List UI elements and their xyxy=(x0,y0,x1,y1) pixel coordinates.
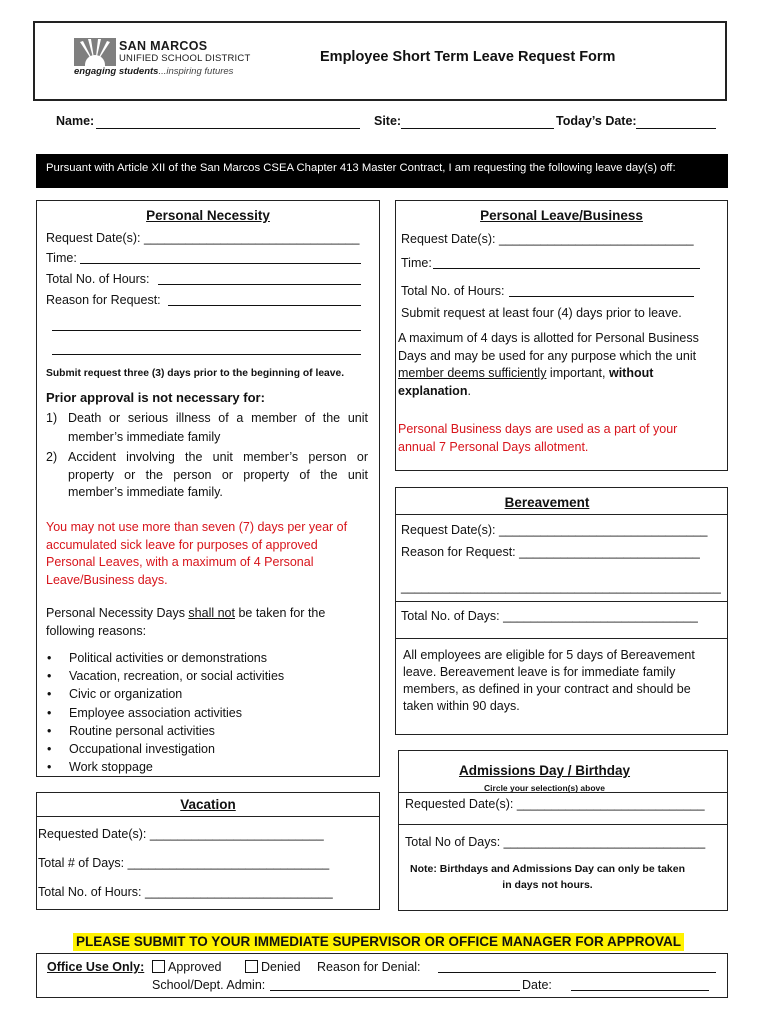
pn-item2-text: Accident involving the unit member’s person or property or the person or property of the unit member’s immediate family. xyxy=(68,450,368,499)
pl-total-hours-label: Total No. of Hours: xyxy=(401,284,505,298)
pn-reason-field[interactable] xyxy=(168,305,361,306)
vacation-title-rule xyxy=(36,816,380,817)
admissions-subtitle: Circle your selection(s) above xyxy=(484,783,605,793)
pl-para-pre: A maximum of 4 days is allotted for Personal Business Days and may be used for any purpose which the unit xyxy=(398,331,699,363)
pn-shall-not-text xyxy=(46,605,366,640)
pn-time-label: Time: xyxy=(46,251,77,265)
pl-para-end: . xyxy=(467,383,471,398)
submit-banner-text: PLEASE SUBMIT TO YOUR IMMEDIATE SUPERVISOR OR OFFICE MANAGER FOR APPROVAL xyxy=(75,934,682,949)
pn-shall-not-pre: Personal Necessity Days xyxy=(46,606,189,620)
pn-shall-not-emph: shall not xyxy=(188,606,235,620)
list-item: • Work stoppage xyxy=(38,758,368,776)
pn-total-hours-label: Total No. of Hours: xyxy=(46,272,150,286)
vacation-requested-dates[interactable]: Requested Date(s): _________________________ xyxy=(38,827,324,841)
pn-reason-line-3[interactable] xyxy=(52,354,361,355)
todays-date-field[interactable] xyxy=(636,128,716,129)
pn-total-hours-field[interactable] xyxy=(158,284,361,285)
pl-red-note: Personal Business days are used as a part of your annual 7 Personal Days allotment. xyxy=(398,422,678,454)
pl-para-underlined: member deems sufficiently xyxy=(398,366,547,380)
logo-tagline-b: ...inspiring futures xyxy=(158,66,234,77)
pn-reason-line-2[interactable] xyxy=(52,330,361,331)
site-field[interactable] xyxy=(401,128,554,129)
personal-necessity-title: Personal Necessity xyxy=(146,208,270,223)
pn-red-note: You may not use more than seven (7) days per year of accumulated sick leave for purposes of approved Personal Leaves, with a maximum of 4 Personal Leave/Business days. xyxy=(46,520,348,587)
pl-total-hours-field[interactable] xyxy=(509,296,694,297)
pn-reasons-list xyxy=(38,649,368,776)
list-item: • Political activities or demonstrations xyxy=(38,649,368,667)
contract-banner-text: Pursuant with Article XII of the San Marcos CSEA Chapter 413 Master Contract, I am requesting the following leave day(s) off: xyxy=(46,162,676,174)
office-date-field[interactable] xyxy=(571,990,709,991)
pn-item1-num: 1) xyxy=(46,411,58,425)
pl-para-post: important, xyxy=(546,366,609,380)
name-label: Name: xyxy=(56,114,95,128)
district-logo-mark xyxy=(74,38,116,66)
list-item: • Civic or organization xyxy=(38,685,368,703)
bereavement-divider-2 xyxy=(395,638,728,639)
admissions-total-days[interactable]: Total No of Days: _____________________________ xyxy=(405,835,706,849)
list-item: • Routine personal activities xyxy=(38,722,368,740)
bereavement-total-days[interactable]: Total No. of Days: ____________________________ xyxy=(401,609,698,623)
pl-para-bold: without explanation xyxy=(398,366,654,398)
bereavement-request-dates[interactable]: Request Date(s): ______________________________ xyxy=(401,523,708,537)
pn-submit-note: Submit request three (3) days prior to the beginning of leave. xyxy=(46,368,345,379)
pn-shall-not-post: be taken for the following reasons: xyxy=(46,606,326,638)
todays-date-label: Today’s Date: xyxy=(556,114,637,128)
list-item: • Vacation, recreation, or social activities xyxy=(38,667,368,685)
reason-denial-field[interactable] xyxy=(438,972,716,973)
admin-signature-field[interactable] xyxy=(270,990,520,991)
logo-tagline-a: engaging students xyxy=(74,66,159,77)
denied-checkbox[interactable] xyxy=(245,960,258,973)
denied-label: Denied xyxy=(261,960,301,974)
approved-checkbox[interactable] xyxy=(152,960,165,973)
pn-item1-text: Death or serious illness of a member of the unit member’s immediate family xyxy=(68,411,368,444)
office-date-label: Date: xyxy=(522,978,552,992)
personal-leave-title: Personal Leave/Business xyxy=(480,208,643,223)
approved-option[interactable] xyxy=(152,960,222,974)
logo-line2: UNIFIED SCHOOL DISTRICT xyxy=(119,53,251,64)
list-item: • Occupational investigation xyxy=(38,740,368,758)
submit-banner xyxy=(73,933,684,951)
vacation-title: Vacation xyxy=(180,797,236,812)
name-field[interactable] xyxy=(96,128,360,129)
district-logo xyxy=(72,38,272,82)
bereavement-title-rule xyxy=(395,514,728,515)
logo-tagline xyxy=(74,66,233,77)
contract-banner xyxy=(36,154,728,188)
admissions-note: Note: Birthdays and Admissions Day can only be taken in days not hours. xyxy=(410,863,686,891)
bereavement-reason[interactable]: Reason for Request: __________________________ xyxy=(401,545,700,559)
denied-option[interactable] xyxy=(245,960,301,974)
approved-label: Approved xyxy=(168,960,222,974)
admissions-title: Admissions Day / Birthday xyxy=(458,763,631,778)
vacation-total-days[interactable]: Total # of Days: _____________________________ xyxy=(38,856,330,870)
admissions-divider-1 xyxy=(398,792,728,793)
form-title: Employee Short Term Leave Request Form xyxy=(320,49,616,65)
admissions-requested-dates[interactable]: Requested Date(s): ___________________________ xyxy=(405,797,705,811)
pn-time-field[interactable] xyxy=(80,263,361,264)
admissions-divider-2 xyxy=(398,824,728,825)
reason-denial-label: Reason for Denial: xyxy=(317,960,421,974)
list-item: • Employee association activities xyxy=(38,704,368,722)
pn-prior-heading: Prior approval is not necessary for: xyxy=(46,390,265,405)
pl-submit-note: Submit request at least four (4) days prior to leave. xyxy=(401,306,682,320)
bereavement-divider-1 xyxy=(395,601,728,602)
pl-time-field[interactable] xyxy=(433,268,700,269)
bereavement-paragraph: All employees are eligible for 5 days of Bereavement leave. Bereavement leave is for immediate family members, as defined in your contract and should be taken within 90 days. xyxy=(403,648,695,713)
logo-line1: SAN MARCOS xyxy=(119,39,208,53)
bereavement-reason-line-2[interactable]: ______________________________________________ xyxy=(401,580,721,594)
pl-paragraph xyxy=(398,330,718,400)
pn-reason-label: Reason for Request: xyxy=(46,293,161,307)
pl-request-dates[interactable]: Request Date(s): ____________________________ xyxy=(401,232,694,246)
pn-request-dates[interactable]: Request Date(s): _______________________________ xyxy=(46,231,360,245)
pn-item2-num: 2) xyxy=(46,450,58,464)
vacation-total-hours[interactable]: Total No. of Hours: ___________________________ xyxy=(38,885,333,899)
admin-label: School/Dept. Admin: xyxy=(152,978,266,992)
pl-time-label: Time: xyxy=(401,256,432,270)
site-label: Site: xyxy=(374,114,402,128)
office-use-label: Office Use Only: xyxy=(47,960,145,974)
bereavement-title: Bereavement xyxy=(504,495,590,510)
